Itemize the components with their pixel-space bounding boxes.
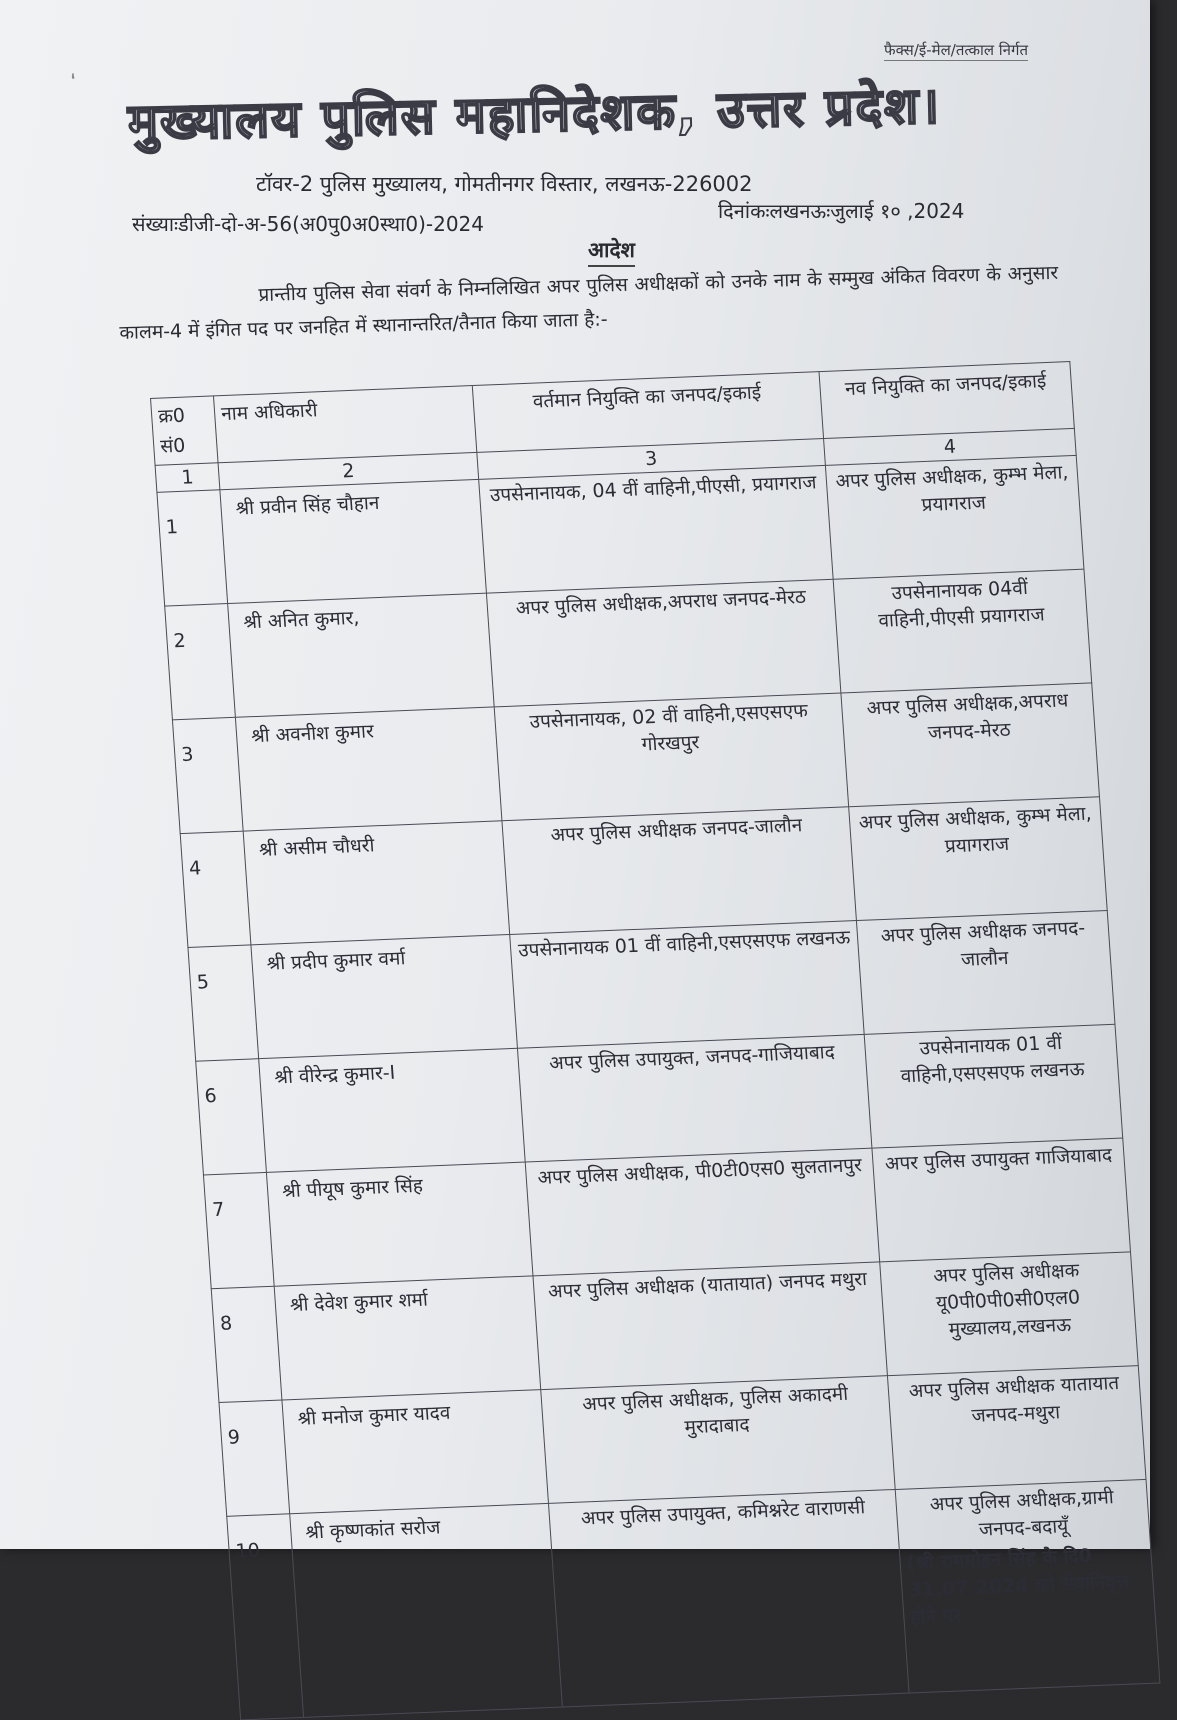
current-posting-cell: अपर पुलिस अधीक्षक,अपराध जनपद-मेरठ [486, 579, 840, 707]
current-posting-cell: अपर पुलिस उपायुक्त, जनपद-गाजियाबाद [517, 1034, 871, 1162]
new-posting-cell: उपसेनानायक 04वीं वाहिनी,पीएसी प्रयागराज [833, 569, 1092, 693]
officer-name-cell: श्री पीयूष कुमार सिंह [266, 1162, 533, 1286]
header-serial: क्र0 सं0 [151, 396, 219, 465]
officer-name-cell: श्री असीम चौधरी [243, 821, 510, 945]
officer-name-cell: श्री कृष्णकांत सरोज [290, 1503, 563, 1717]
department-header: मुख्यालय पुलिस महानिदेशक, उत्तर प्रदेश। [127, 76, 942, 152]
current-posting-cell: उपसेनानायक 01 वीं वाहिनी,एसएसएफ लखनऊ [510, 921, 864, 1049]
serial-cell: 7 [203, 1172, 274, 1288]
order-date: दिनांकःलखनऊःजुलाई १० ,2024 [718, 199, 965, 223]
officer-name-cell: श्री प्रवीन सिंह चौहान [220, 479, 487, 603]
new-posting-cell: अपर पुलिस अधीक्षक यू0पी0पी0सी0एल0 मुख्यालय,लखनऊ [880, 1252, 1139, 1376]
header-new-posting: नव नियुक्ति का जनपद/इकाई [819, 362, 1074, 439]
new-posting-cell: उपसेनानायक 01 वीं वाहिनी,एसएसएफ लखनऊ [864, 1024, 1123, 1148]
serial-cell: 6 [196, 1059, 267, 1175]
new-posting-cell: अपर पुलिस अधीक्षक, कुम्भ मेला, प्रयागराज [849, 797, 1108, 921]
office-address: टॉवर-2 पुलिस मुख्यालय, गोमतीनगर विस्तार, लखनऊ-226002 [256, 172, 753, 196]
new-posting-cell: अपर पुलिस अधीक्षक,अपराध जनपद-मेरठ [841, 683, 1100, 807]
serial-cell: 8 [211, 1286, 282, 1402]
new-posting-text: अपर पुलिस अधीक्षक,ग्रामी जनपद-बदायूँ [929, 1486, 1115, 1541]
serial-cell: 2 [165, 604, 236, 720]
new-posting-cell: अपर पुलिस अधीक्षक जनपद-जालौन [856, 910, 1115, 1034]
current-posting-cell: अपर पुलिस अधीक्षक जनपद-जालौन [502, 807, 856, 935]
officer-name-cell: श्री मनोज कुमार यादव [282, 1390, 549, 1514]
new-posting-cell: अपर पुलिस अधीक्षक यातायात जनपद-मथुरा [887, 1366, 1146, 1490]
officer-name-cell: श्री वीरेन्द्र कुमार-I [259, 1048, 526, 1172]
fax-label: फैक्स/ई-मेल/तत्काल निर्गत [884, 41, 1028, 59]
transfer-table [150, 361, 1160, 1720]
order-title: आदेश [588, 236, 635, 267]
column-number: 4 [824, 428, 1077, 465]
transfer-table-wrapper [150, 361, 1160, 1720]
new-posting-cell [895, 1479, 1160, 1693]
column-number: 1 [155, 463, 220, 492]
header-officer-name: नाम अधिकारी [213, 386, 476, 463]
current-posting-cell: अपर पुलिस उपायुक्त, कमिश्नरेट वाराणसी [548, 1489, 909, 1707]
new-posting-cell: अपर पुलिस उपायुक्त गाजियाबाद [872, 1138, 1131, 1262]
serial-cell: 10 [227, 1514, 304, 1720]
intro-paragraph: प्रान्तीय पुलिस सेवा संवर्ग के निम्नलिखित अपर पुलिस अधीक्षकों को उनके नाम के सम्मुख अंकित विवरण के अनुसार कालम-4 में इंगित पद पर जनहित में स्थानान्तरित/तैनात किया जाता है:- [119, 261, 1059, 344]
officer-name-cell: श्री अनित कुमार, [228, 593, 495, 717]
corner-mark: ‘ [67, 69, 84, 96]
current-posting-cell: अपर पुलिस अधीक्षक, पुलिस अकादमी मुरादाबाद [541, 1376, 895, 1504]
header-current-posting: वर्तमान नियुक्ति का जनपद/इकाई [472, 372, 823, 453]
column-number: 2 [218, 452, 479, 489]
new-posting-cell: अपर पुलिस अधीक्षक, कुम्भ मेला, प्रयागराज [825, 455, 1084, 579]
column-number: 3 [477, 439, 826, 480]
serial-cell: 4 [180, 831, 251, 947]
serial-cell: 5 [188, 945, 259, 1061]
reference-number: संख्याःडीजी-दो-अ-56(अ0पु0अ0स्था0)-2024 [132, 212, 484, 236]
serial-cell: 1 [157, 490, 228, 606]
serial-cell: 3 [172, 717, 243, 833]
retirement-remark: (श्री राममोहन सिंह के दि0 31.07.2024 को सेवानिवृत्त होने पर [906, 1545, 1130, 1629]
current-posting-cell: अपर पुलिस अधीक्षक, पी0टी0एस0 सुलतानपुर [525, 1148, 879, 1276]
current-posting-cell: उपसेनानायक, 04 वीं वाहिनी,पीएसी, प्रयागराज [479, 465, 833, 593]
officer-name-cell: श्री प्रदीप कुमार वर्मा [251, 934, 518, 1058]
serial-cell: 9 [219, 1400, 290, 1516]
current-posting-cell: उपसेनानायक, 02 वीं वाहिनी,एसएसएफ गोरखपुर [494, 693, 848, 821]
officer-name-cell: श्री देवेश कुमार शर्मा [274, 1276, 541, 1400]
current-posting-cell: अपर पुलिस अधीक्षक (यातायात) जनपद मथुरा [533, 1262, 887, 1390]
officer-name-cell: श्री अवनीश कुमार [235, 707, 502, 831]
table-row [227, 1479, 1160, 1720]
